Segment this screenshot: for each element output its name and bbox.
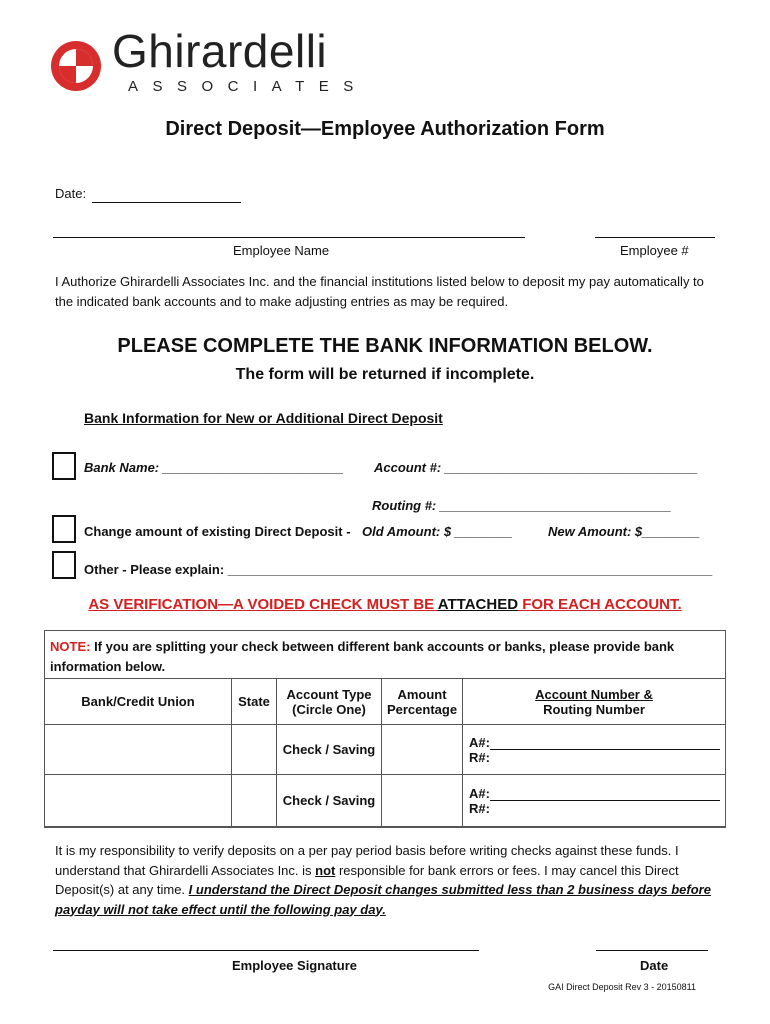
header-account-type [277,679,382,725]
verification-notice [0,596,770,613]
header-state: State [232,679,277,725]
routing-label: R#: [469,749,490,765]
account-number-field[interactable]: Account #: ___________________________________ [374,460,698,475]
employee-number-field[interactable] [595,237,715,238]
note-label: NOTE: [50,639,91,654]
header-amount-line1: Amount [397,686,447,702]
signature-date-field[interactable] [596,950,708,951]
account-routing-cell[interactable] [463,725,726,775]
responsibility-not: not [315,862,336,878]
table-row [45,725,726,775]
verification-suffix: FOR EACH ACCOUNT. [518,596,682,613]
account-type-cell[interactable]: Check / Saving [277,725,382,775]
table-row [45,775,726,827]
amount-cell[interactable] [382,775,463,827]
responsibility-part2: responsible for bank errors or fees. I may cancel this Direct Deposit(s) at any time. [55,862,679,897]
amount-cell[interactable] [382,725,463,775]
signature-label: Employee Signature [232,958,357,973]
page-title: Direct Deposit—Employee Authorization Form [165,118,605,140]
new-amount-field[interactable]: New Amount: $________ [548,524,700,539]
other-explain-field[interactable]: Other - Please explain: ___________________________________________________________________ [84,562,713,577]
routing-label: R#: [469,800,490,816]
account-type-cell[interactable]: Check / Saving [277,775,382,827]
other-checkbox[interactable] [52,551,76,579]
header-account-number-line2: Routing Number [543,701,645,717]
account-line [490,790,720,801]
authorization-text: I Authorize Ghirardelli Associates Inc. and the financial institutions listed below to deposit my pay automatically to the indicated bank accounts and to make adjusting entries as may be required. [55,274,704,309]
account-label: A#: [469,734,490,750]
routing-number-field[interactable]: Routing #: ________________________________ [372,498,672,513]
bank-accounts-table [44,678,726,827]
table-header-row [45,679,726,725]
header-amount-line2: Percentage [386,701,458,717]
header-account-type-line2: (Circle One) [292,701,366,717]
account-label: A#: [469,785,490,801]
note-text [50,637,715,677]
account-line [490,739,720,750]
responsibility-emphasis: I understand the Direct Deposit changes submitted less than 2 business days before payday will not take effect until the following pay day. [55,882,711,917]
signature-field[interactable] [53,950,479,951]
old-amount-field[interactable]: Old Amount: $ ________ [362,524,513,539]
date-field[interactable] [92,202,241,203]
bank-name-field[interactable]: Bank Name: _________________________ [84,460,344,475]
change-amount-checkbox[interactable] [52,515,76,543]
verification-attached: ATTACHED [437,596,519,613]
bank-cell[interactable] [45,725,232,775]
header-account-number-line1: Account Number & [535,686,653,702]
employee-number-label: Employee # [620,243,689,258]
header-account-number [463,679,726,725]
state-cell[interactable] [232,725,277,775]
state-cell[interactable] [232,775,277,827]
bank-info-heading: Bank Information for New or Additional Direct Deposit [84,410,443,426]
change-amount-label: Change amount of existing Direct Deposit - [84,524,351,539]
returned-notice: The form will be returned if incomplete. [235,366,535,383]
header-amount [382,679,463,725]
header-bank: Bank/Credit Union [45,679,232,725]
header-account-type-line1: Account Type [286,686,372,702]
logo-icon [50,40,102,92]
logo-subtitle: ASSOCIATES [128,78,368,95]
logo-name: Ghirardelli [112,25,328,77]
responsibility-part1: It is my responsibility to verify deposits on a per pay period basis before writing checks against these funds. I understand that Ghirardelli Associates Inc. is [55,843,679,878]
employee-name-field[interactable] [53,237,525,238]
new-bank-checkbox[interactable] [52,452,76,480]
please-complete-heading: PLEASE COMPLETE THE BANK INFORMATION BELOW. [117,335,653,357]
verification-prefix: AS VERIFICATION—A VOIDED CHECK MUST BE [88,596,438,613]
signature-date-label: Date [640,958,669,973]
employee-name-label: Employee Name [233,243,330,258]
form-revision: GAI Direct Deposit Rev 3 - 20150811 [548,982,696,992]
responsibility-text [55,841,720,919]
note-body: If you are splitting your check between different bank accounts or banks, please provide bank information below. [50,639,675,674]
bank-cell[interactable] [45,775,232,827]
account-routing-cell[interactable] [463,775,726,827]
date-label: Date: [55,186,87,201]
